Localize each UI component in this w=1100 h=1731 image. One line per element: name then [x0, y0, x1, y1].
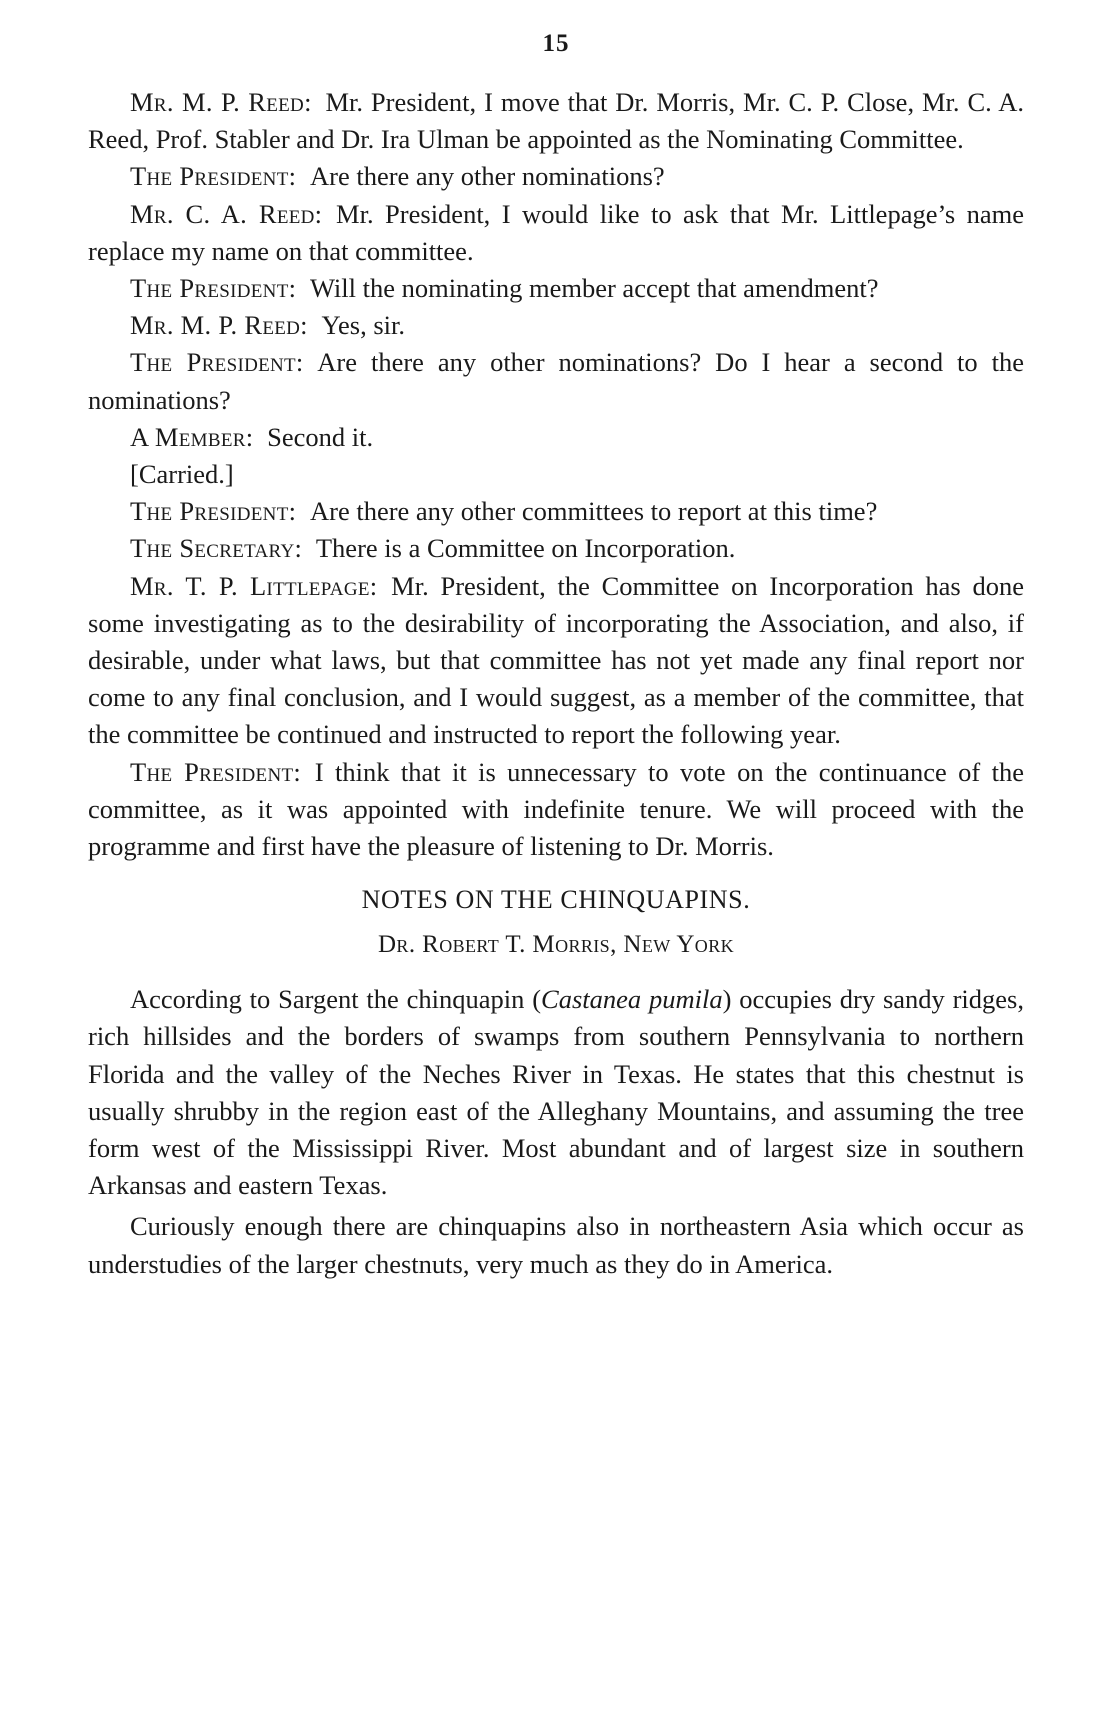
speech-text: Will the nominating member accept that amendment? — [309, 273, 879, 304]
page-number: 15 — [542, 30, 570, 57]
essay-paragraph — [88, 981, 1024, 1204]
speaker-name: Mr. M. P. Reed — [130, 310, 301, 341]
dialogue-paragraph: Mr. C. A. Reed: Mr. President, I would like to ask that Mr. Littlepage’s name replace my name on that committee. — [88, 198, 1024, 266]
essay-section — [88, 981, 1024, 1283]
speech-text: I think that it is unnecessary to vote on the continuance of the committee, as it was appointed with indefinite tenure. We will proceed with the programme and first have the pleasure of listening to Dr. Morris. — [88, 756, 1024, 862]
speaker-name: The President — [130, 496, 289, 527]
speaker-name: The President — [130, 161, 289, 192]
speaker-name: The President — [130, 273, 289, 304]
dialogue-paragraph: Mr. M. P. Reed: Mr. President, I move that Dr. Morris, Mr. C. P. Close, Mr. C. A. Reed, Prof. Stabler and Dr. Ira Ulman be appointed as the Nominating Committee. — [88, 87, 1024, 155]
dialogue-paragraph: The President: Are there any other nominations? — [130, 161, 665, 192]
speech-text: Are there any other committees to report at this time? — [309, 496, 878, 527]
dialogue-paragraph: Mr. T. P. Littlepage: Mr. President, the Committee on Incorporation has done some investigating as to the desirability of incorporating the Association, and also, if desirable, under what laws, but that committee has not yet made any final report nor come to any final conclusion, and I would suggest, as a member of the committee, that the committee be continued and instructed to report the following year. — [88, 570, 1024, 750]
dialogue-paragraph: A Member: Second it. — [130, 421, 374, 452]
speech-text: Are there any other nominations? — [309, 161, 665, 192]
speech-text: There is a Committee on Incorporation. — [315, 533, 736, 564]
stage-direction — [88, 456, 1024, 493]
speaker-name: The Secretary — [130, 533, 295, 564]
stage-direction-text: [Carried.] — [130, 459, 234, 490]
dialogue-paragraph: The President: Will the nominating member accept that amendment? — [130, 273, 879, 304]
species-name: Castanea pumila — [541, 984, 723, 1015]
section-title: NOTES ON THE CHINQUAPINS. — [361, 885, 751, 915]
speaker-name: Mr. M. P. Reed — [130, 87, 305, 117]
essay-paragraph — [88, 1208, 1024, 1282]
speaker-name: The President — [130, 756, 294, 787]
speech-text: Mr. President, I move that Dr. Morris, Mr. C. P. Close, Mr. C. A. Reed, Prof. Stabler and Dr. Ira Ulman be appointed as the Nominating Committee. — [88, 87, 1024, 155]
speech-text: Are there any other nominations? Do I hear a second to the nominations? — [88, 347, 1024, 415]
speaker-name: The President — [130, 347, 296, 378]
dialogue-paragraph: The President: Are there any other committees to report at this time? — [130, 496, 878, 527]
dialogue-section — [88, 84, 1024, 865]
essay-text: Curiously enough there are chinquapins also in northeastern Asia which occur as understudies of the larger chestnuts, very much as they do in America. — [88, 1211, 1024, 1279]
dialogue-paragraph: The Secretary: There is a Committee on Incorporation. — [130, 533, 736, 564]
dialogue-paragraph: The President: Are there any other nominations? Do I hear a second to the nominations? — [88, 347, 1024, 415]
speaker-name: Mr. T. P. Littlepage — [130, 570, 370, 601]
dialogue-paragraph: The President: I think that it is unnecessary to vote on the continuance of the committee, as it was appointed with indefinite tenure. We will proceed with the programme and first have the pleasure of listening to Dr. Morris. — [88, 756, 1024, 862]
speech-text: Mr. President, the Committee on Incorporation has done some investigating as to the desirability of incorporating the Association, and also, if desirable, under what laws, but that committee has not yet made any final report nor come to any final conclusion, and I would suggest, as a member of the committee, that the committee be continued and instructed to report the following year. — [88, 570, 1024, 750]
dialogue-paragraph: Mr. M. P. Reed: Yes, sir. — [130, 310, 406, 341]
speaker-name: A Member — [130, 421, 246, 452]
speech-text: Mr. President, I would like to ask that Mr. Littlepage’s name replace my name on that committee. — [88, 198, 1024, 266]
speech-text: Second it. — [267, 421, 374, 452]
document-page — [88, 30, 1024, 1283]
essay-text: According to Sargent the chinquapin ( — [130, 984, 542, 1015]
speech-text: Yes, sir. — [321, 310, 406, 341]
speaker-name: Mr. C. A. Reed — [130, 198, 315, 229]
essay-text: ) occupies dry sandy ridges, rich hillsides and the borders of swamps from southern Pennsylvania to northern Florida and the valley of the Neches River in Texas. He states that this chestnut is usually shrubby in the region east of the Alleghany Mountains, and assuming the tree form west of the Mississippi River. Most abundant and of largest size in southern Arkansas and eastern Texas. — [88, 984, 1024, 1201]
section-author: Dr. Robert T. Morris, New York — [377, 931, 735, 959]
